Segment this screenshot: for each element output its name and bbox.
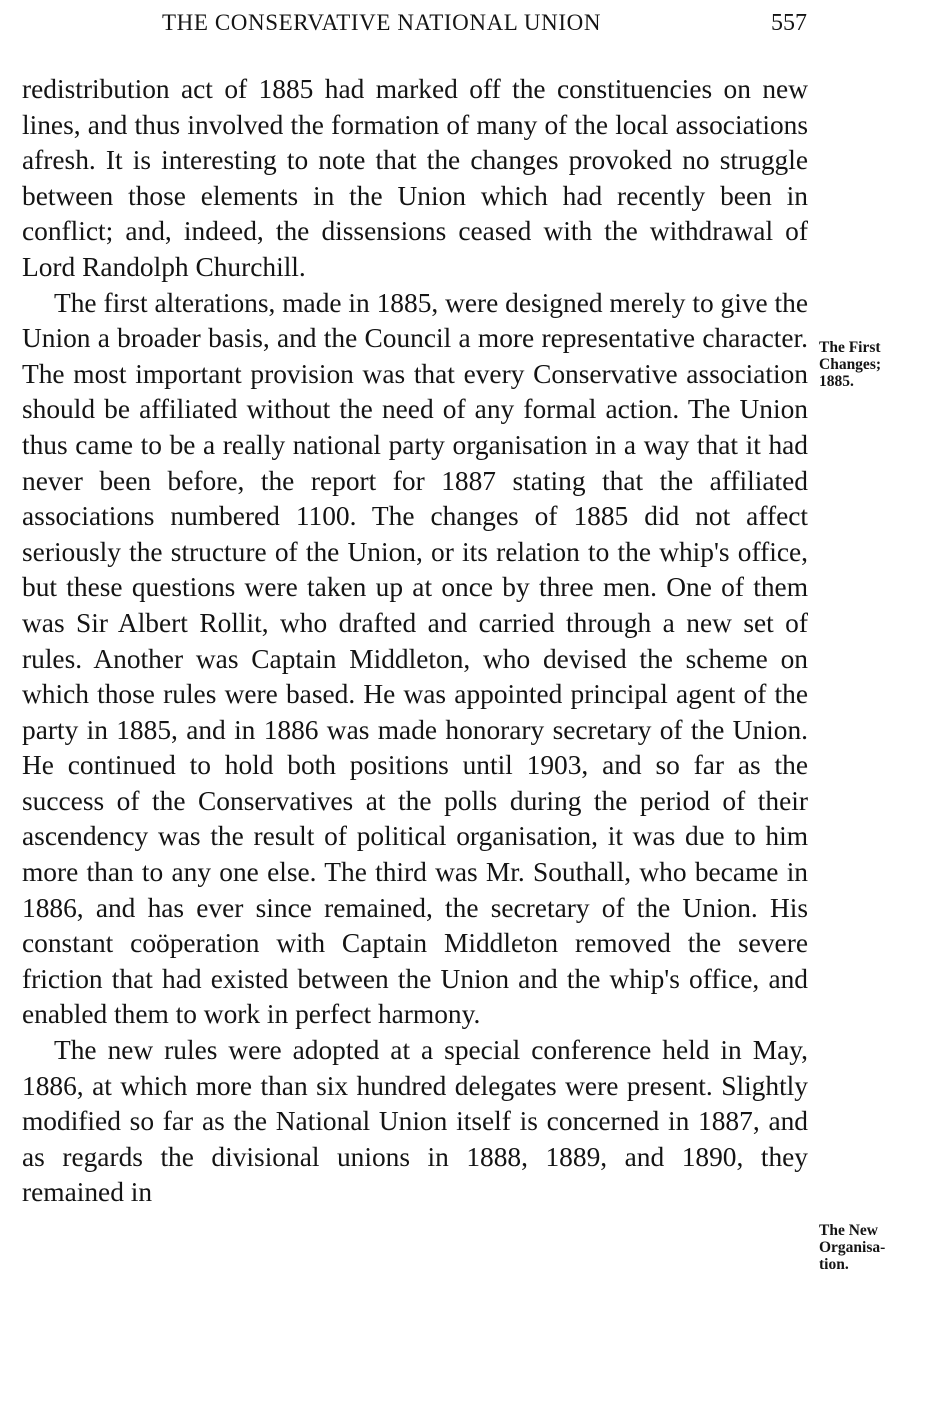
running-title: THE CONSERVATIVE NATIONAL UNION (162, 10, 602, 35)
paragraph-continued: redistribution act of 1885 had marked off the constituencies on new lines, and thus involved the formation of many of the local associations afresh. It is interesting to note that the changes provoked no struggle between those elements in the Union which had recently been in conflict; and, indeed, the dissensions ceased with the withdrawal of Lord Randolph Churchill. (22, 74, 808, 282)
margin-note-line: The New (819, 1222, 878, 1239)
body-text (22, 72, 808, 1211)
page-number: 557 (771, 10, 807, 36)
margin-note-first-changes (819, 339, 939, 390)
margin-note-line: Changes; (819, 356, 882, 373)
paragraph-new-rules: The new rules were adopted at a special conference held in May, 1886, at which more than six hundred delegates were present. Slightly modified so far as the National Union itself is concerned in 1887, and as regards the divisional unions in 1888, 1889, and 1890, they remained in (22, 1035, 808, 1208)
running-head (22, 6, 807, 40)
margin-note-new-organisation (819, 1222, 939, 1273)
paragraph-first-alterations: The first alterations, made in 1885, were designed merely to give the Union a broader basis, and the Council a more representative character. The most important provision was that every Conservative association should be affiliated without the need of any formal action. The Union thus came to be a really national party organisation in a way that it had never been before, the report for 1887 stating that the affiliated associations numbered 1100. The changes of 1885 did not affect seriously the structure of the Union, or its relation to the whip's office, but these questions were taken up at once by three men. One of them was Sir Albert Rollit, who drafted and carried through a new set of rules. Another was Captain Middleton, who devised the scheme on which those rules were based. He was appointed principal agent of the party in 1885, and in 1886 was made honorary secretary of the Union. He continued to hold both positions until 1903, and so far as the success of the Conservatives at the polls during the period of their ascendency was the result of political organisation, it was due to him more than to any one else. The third was Mr. Southall, who became in 1886, and has ever since remained, the secretary of the Union. His constant coöperation with Captain Middleton removed the severe friction that had existed between the Union and the whip's office, and enabled them to work in perfect harmony. (22, 287, 808, 1030)
margin-note-line: tion. (819, 1256, 849, 1273)
margin-note-line: Organisa- (819, 1239, 886, 1256)
margin-note-line: 1885. (819, 373, 854, 390)
margin-note-line: The First (819, 339, 881, 356)
